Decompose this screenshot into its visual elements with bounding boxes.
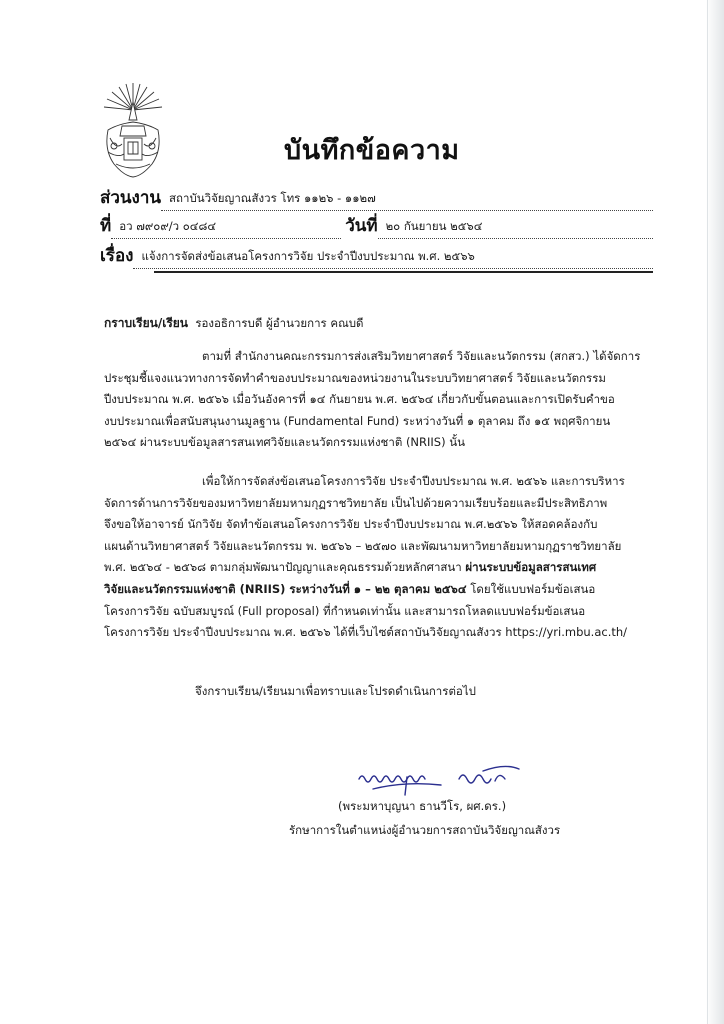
- paragraph-line: โครงการวิจัย ประจำปีงบประมาณ พ.ศ. ๒๕๖๖ ได้ที่เว็บไซต์สถาบันวิจัยญาณสังวร https://yri.mbu.ac.th/: [104, 625, 628, 640]
- paragraph-line: งบประมาณเพื่อสนับสนุนงานมูลฐาน (Fundamental Fund) ระหว่างวันที่ ๑ ตุลาคม ถึง ๑๕ พฤศจิกายน: [104, 413, 611, 428]
- closing-line: จึงกราบเรียน/เรียนมาเพื่อทราบและโปรดดำเนินการต่อไป: [195, 684, 476, 698]
- subject-label: เรื่อง: [100, 246, 134, 266]
- department-row: [100, 185, 653, 211]
- subject-divider: [154, 271, 653, 273]
- body-paragraph-1: [104, 346, 664, 454]
- paragraph-line: แผนด้านวิทยาศาสตร์ วิจัยและนวัตกรรม พ. ๒๕๖๖ – ๒๕๗๐ และพัฒนามหาวิทยาลัยมหามกุฏราชวิทยาลัย: [104, 538, 622, 553]
- signer-name: (พระมหาบุญนา ธานวีโร, ผศ.ดร.): [338, 799, 507, 813]
- department-value: สถาบันวิจัยญาณสังวร โทร ๑๑๒๖ - ๑๑๒๗: [161, 193, 653, 211]
- subject-row: [100, 243, 653, 269]
- reference-value: อว ๗๙๐๙/ว ๐๔๘๔: [111, 221, 341, 239]
- scan-edge-shadow: [706, 0, 724, 1024]
- reference-label: ที่: [100, 216, 112, 236]
- paragraph-line: โครงการวิจัย ฉบับสมบูรณ์ (Full proposal) ที่กำหนดเท่านั้น และสามารถโหลดแบบฟอร์มข้อเสนอ: [104, 603, 586, 618]
- paragraph-line: ๒๕๖๔ ผ่านระบบข้อมูลสารสนเทศวิจัยและนวัตกรรมแห่งชาติ (NRIIS) นั้น: [104, 435, 465, 450]
- paragraph-emphasis: วิจัยและนวัตกรรมแห่งชาติ (NRIIS) ระหว่างวันที่ ๑ – ๒๒ ตุลาคม ๒๕๖๔: [104, 581, 467, 596]
- handwritten-signature: [355, 765, 525, 797]
- salutation-label: กราบเรียน/เรียน: [104, 316, 189, 330]
- paragraph-line: เพื่อให้การจัดส่งข้อเสนอโครงการวิจัย ประจำปีงบประมาณ พ.ศ. ๒๕๖๖ และการบริหาร: [202, 474, 625, 488]
- body-paragraph-2: [104, 471, 664, 644]
- paragraph-line: ปีงบประมาณ พ.ศ. ๒๕๖๖ เมื่อวันอังคารที่ ๑๔ กันยายน พ.ศ. ๒๕๖๔ เกี่ยวกับขั้นตอนและการเปิดรับคำขอ: [104, 392, 615, 407]
- paragraph-line: [104, 557, 664, 579]
- salutation-recipient: รองอธิการบดี ผู้อำนวยการ คณบดี: [195, 316, 364, 330]
- paragraph-line: ตามที่ สำนักงานคณะกรรมการส่งเสริมวิทยาศาสตร์ วิจัยและนวัตกรรม (สกสว.) ได้จัดการ: [202, 349, 641, 363]
- memo-title: บันทึกข้อความ: [284, 135, 460, 166]
- date-label: วันที่: [345, 216, 378, 236]
- paragraph-line: ประชุมชี้แจงแนวทางการจัดทำคำของบประมาณของหน่วยงานในระบบวิทยาศาสตร์ วิจัยและนวัตกรรม: [104, 370, 606, 385]
- salutation: [104, 314, 364, 333]
- signer-position: รักษาการในตำแหน่งผู้อำนวยการสถาบันวิจัยญาณสังวร: [289, 823, 561, 837]
- paragraph-emphasis: ผ่านระบบข้อมูลสารสนเทศ: [465, 560, 597, 575]
- scan-edge-line: [707, 0, 708, 1024]
- paragraph-line: จัดการด้านการวิจัยของมหาวิทยาลัยมหามกุฏราชวิทยาลัย เป็นไปด้วยความเรียบร้อยและมีประสิทธิภาพ: [104, 495, 608, 510]
- subject-value: แจ้งการจัดส่งข้อเสนอโครงการวิจัย ประจำปีงบประมาณ พ.ศ. ๒๕๖๖: [133, 251, 653, 269]
- paragraph-text: โดยใช้แบบฟอร์มข้อเสนอ: [466, 581, 596, 596]
- paragraph-line: [104, 579, 664, 601]
- reference-row: [100, 213, 653, 239]
- paragraph-line: จึงขอให้อาจารย์ นักวิจัย จัดทำข้อเสนอโครงการวิจัย ประจำปีงบประมาณ พ.ศ.๒๕๖๖ ให้สอดคล้องกับ: [104, 517, 598, 532]
- institution-seal-icon: [100, 80, 166, 180]
- paragraph-text: พ.ศ. ๒๕๖๔ - ๒๕๖๘ ตามกลุ่มพัฒนาปัญญาและคุณธรรมด้วยหลักศาสนา: [104, 560, 466, 575]
- date-value: ๒๐ กันยายน ๒๕๖๔: [378, 221, 653, 239]
- department-label: ส่วนงาน: [100, 188, 162, 208]
